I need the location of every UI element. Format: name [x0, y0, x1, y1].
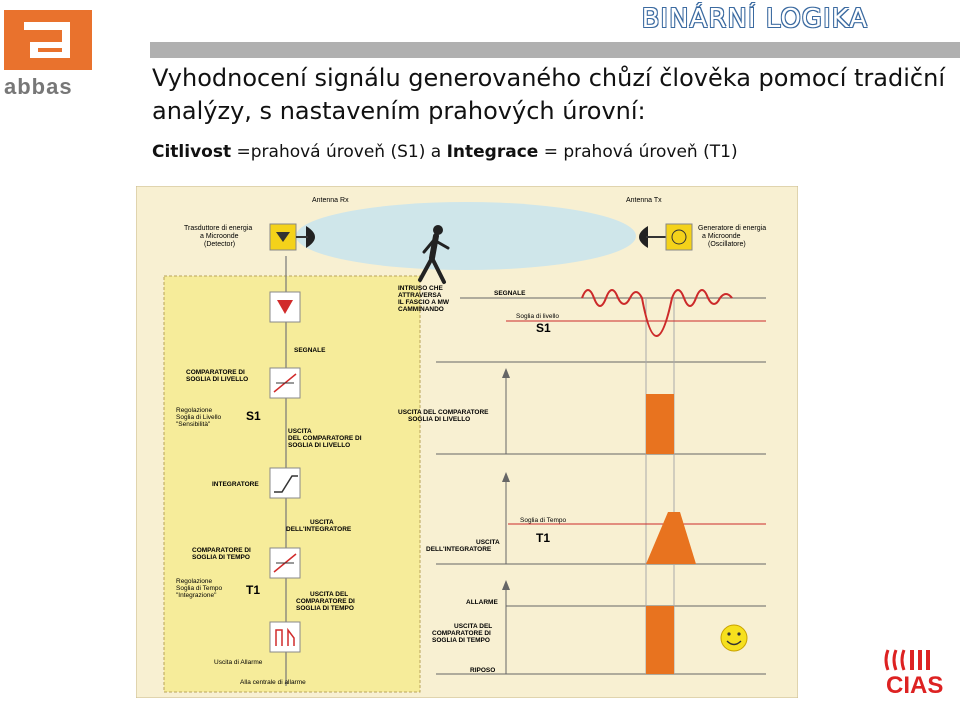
integrator-label: INTEGRATORE — [212, 481, 259, 488]
segnale-right-label: SEGNALE — [494, 290, 526, 297]
microwave-detector-diagram — [136, 186, 798, 698]
detector-label-1: Trasduttore di energia — [184, 225, 253, 232]
time-output-right-1: USCITA DEL — [454, 623, 493, 630]
integrator-output-left-2: DELL'INTEGRATORE — [286, 526, 352, 533]
level-regulation-label-3: "Sensibilità" — [176, 421, 211, 428]
slide-title: Vyhodnocení signálu generovaného chůzí člověka pomocí tradiční analýzy, s nastavením prahových úrovní: — [152, 64, 945, 125]
antenna-tx-label: Antenna Tx — [626, 197, 662, 204]
subtitle-text-2: = prahová úroveň (T1) — [538, 142, 738, 162]
generator-label-1: Generatore di energia — [698, 225, 767, 232]
level-output-right-2: SOGLIA DI LIVELLO — [408, 416, 471, 423]
alarm-output-label: Uscita di Allarme — [214, 659, 263, 666]
intruder-label-3: IL FASCIO A MW — [398, 299, 450, 306]
central-label: Alla centrale di allarme — [240, 679, 306, 686]
abbas-logo — [0, 8, 96, 98]
level-comparator-label-2: SOGLIA DI LIVELLO — [186, 376, 249, 383]
intruder-label-2: ATTRAVERSA — [398, 292, 442, 299]
antenna-rx-label: Antenna Rx — [312, 197, 349, 204]
slide-subtitle — [152, 142, 952, 162]
time-output-left-1: USCITA DEL — [310, 591, 349, 598]
time-output-left-2: COMPARATORE DI — [296, 598, 355, 605]
generator-label-3: (Oscillatore) — [708, 241, 746, 248]
level-comparator-pulse — [646, 394, 674, 454]
relay-block — [270, 622, 300, 652]
detector-label-2: a Microonde — [200, 233, 239, 240]
subtitle-text-1: =prahová úroveň (S1) a — [231, 142, 447, 162]
s1-right-label: S1 — [536, 321, 551, 335]
abbas-logo-text: abbas — [4, 74, 73, 99]
time-output-right-3: SOGLIA DI TEMPO — [432, 637, 490, 644]
intruder-label-4: CAMMINANDO — [398, 306, 444, 313]
soglia-livello-label: Soglia di livello — [516, 313, 559, 320]
time-output-left-3: SOGLIA DI TEMPO — [296, 605, 354, 612]
time-regulation-label-1: Regolazione — [176, 578, 213, 585]
level-output-right-1: USCITA DEL COMPARATORE — [398, 409, 489, 416]
level-output-left-2: DEL COMPARATORE DI — [288, 435, 362, 442]
time-comparator-label-1: COMPARATORE DI — [192, 547, 251, 554]
time-regulation-label-3: "Integrazione" — [176, 592, 217, 599]
brand-title: BINÁRNÍ LOGIKA — [641, 4, 868, 34]
level-regulation-label-1: Regolazione — [176, 407, 213, 414]
cias-logo-mark — [882, 648, 942, 672]
level-output-left-1: USCITA — [288, 428, 312, 435]
abbas-logo-mark — [4, 10, 92, 70]
smiley-icon — [721, 625, 747, 651]
riposo-label: RIPOSO — [470, 667, 496, 674]
soglia-tempo-label: Soglia di Tempo — [520, 517, 567, 524]
allarme-label: ALLARME — [466, 599, 498, 606]
intruder-label-1: INTRUSO CHE — [398, 285, 443, 292]
time-output-right-2: COMPARATORE DI — [432, 630, 491, 637]
t1-right-label: T1 — [536, 531, 551, 545]
t1-left-label: T1 — [246, 583, 261, 597]
level-output-left-3: SOGLIA DI LIVELLO — [288, 442, 351, 449]
time-comparator-label-2: SOGLIA DI TEMPO — [192, 554, 250, 561]
segnale-left-label: SEGNALE — [294, 347, 326, 354]
detector-label-3: (Detector) — [204, 241, 236, 248]
cias-logo-text: CIAS — [886, 672, 944, 699]
alarm-pulse — [646, 606, 674, 674]
integrator-block — [270, 468, 300, 498]
header-bar — [150, 42, 960, 58]
level-comparator-label-1: COMPARATORE DI — [186, 369, 245, 376]
integrator-output-left-1: USCITA — [310, 519, 334, 526]
subtitle-bold-2: Integrace — [446, 142, 539, 162]
integrator-output-right-1: USCITA — [476, 539, 500, 546]
subtitle-bold-1: Citlivost — [152, 142, 232, 162]
level-regulation-label-2: Soglia di Livello — [176, 414, 222, 421]
integrator-output-right-2: DELL'INTEGRATORE — [426, 546, 492, 553]
microwave-beam — [296, 202, 636, 270]
s1-left-label: S1 — [246, 409, 261, 423]
time-regulation-label-2: Soglia di Tempo — [176, 585, 223, 592]
oscillator-box — [666, 224, 692, 250]
generator-label-2: a Microonde — [702, 233, 741, 240]
